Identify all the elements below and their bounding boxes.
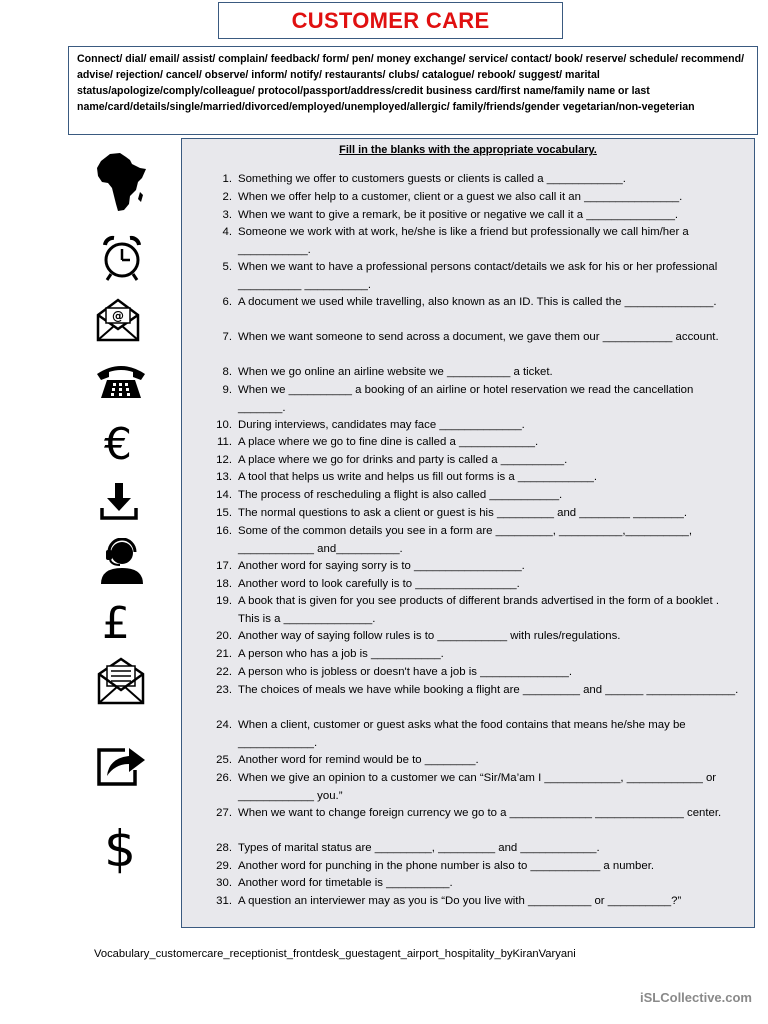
question-text: When we go online an airline website we __________ a ticket. (238, 366, 553, 378)
question-number: 1. (222, 173, 232, 185)
pound-icon (100, 598, 134, 646)
question-text: When a client, customer or guest asks what the food contains that means he/she may be ____________. (238, 719, 686, 749)
question-number: 8. (222, 366, 232, 378)
question-number: 15. (216, 507, 232, 519)
question-number: 25. (216, 754, 232, 766)
question-text: When we __________ a booking of an airline or hotel reservation we read the cancellation _______. (238, 384, 694, 414)
exercise-panel (181, 138, 755, 928)
question-text: When we want to change foreign currency we go to a _____________ ______________ center. (238, 807, 722, 819)
customer-support-icon (98, 538, 146, 586)
question-text: A tool that helps us write and helps us fill out forms is a ____________. (238, 471, 598, 483)
africa-map-icon (96, 152, 148, 214)
svg-text:£: £ (102, 598, 130, 646)
question-number: 19. (216, 595, 232, 607)
page-title: CUSTOMER CARE (291, 7, 490, 33)
question-number: 27. (216, 807, 232, 819)
question-text: The process of rescheduling a flight is also called ___________. (238, 489, 563, 501)
question-number: 30. (216, 877, 232, 889)
question-text: Some of the common details you see in a form are _________, __________,__________, ____________ and__________. (238, 525, 693, 555)
question-text: During interviews, candidates may face _____________. (238, 419, 525, 431)
question-number: 7. (222, 331, 232, 343)
question-text: A place where we go to fine dine is called a ____________. (238, 436, 539, 448)
question-text: When we want someone to send across a document, we gave them our ___________ account. (238, 331, 719, 343)
email-envelope-icon (95, 297, 141, 343)
question-number: 2. (222, 191, 232, 203)
brand-watermark: iSLCollective.com (640, 990, 752, 1005)
svg-text:€: € (104, 419, 132, 467)
question-number: 14. (216, 489, 232, 501)
question-text: The normal questions to ask a client or guest is his _________ and ________ ________. (238, 507, 687, 519)
svg-text:$: $ (104, 820, 136, 876)
title-box (218, 2, 563, 39)
question-number: 28. (216, 842, 232, 854)
envelope-letter-icon (96, 656, 146, 706)
question-text: When we give an opinion to a customer we can “Sir/Ma’am I ____________, ____________ or ____________ you.” (238, 772, 717, 802)
question-number: 26. (216, 772, 232, 784)
question-text: A place where we go for drinks and party is called a __________. (238, 454, 568, 466)
question-number: 20. (216, 630, 232, 642)
question-text: The choices of meals we have while booking a flight are _________ and ______ ______________. (238, 684, 739, 696)
question-text: A book that is given for you see products of different brands advertised in the form of a booklet . This is a ______________. (238, 595, 720, 625)
question-text: A person who is jobless or doesn't have a job is ______________. (238, 666, 573, 678)
question-number: 13. (216, 471, 232, 483)
vocabulary-box (68, 46, 758, 135)
question-number: 16. (216, 525, 232, 537)
question-number: 4. (222, 226, 232, 238)
question-text: Another word for timetable is __________. (238, 877, 453, 889)
question-number: 24. (216, 719, 232, 731)
question-text: When we want to give a remark, be it positive or negative we call it a ______________. (238, 209, 679, 221)
question-text: When we want to have a professional persons contact/details we ask for his or her professional __________ __________. (238, 261, 718, 291)
question-number: 31. (216, 895, 232, 907)
dollar-icon (104, 818, 138, 876)
question-number: 9. (222, 384, 232, 396)
question-text: A document we used while travelling, also known as an ID. This is called the ______________. (238, 296, 717, 308)
download-icon (99, 481, 139, 521)
question-number: 29. (216, 860, 232, 872)
footer-credit: Vocabulary_customercare_receptionist_frontdesk_guestagent_airport_hospitality_byKiranVaryani (94, 948, 576, 960)
question-text: Types of marital status are _________, _________ and ____________. (238, 842, 600, 854)
question-number: 5. (222, 261, 232, 273)
question-text: Another word for punching in the phone number is also to ___________ a number. (238, 860, 655, 872)
question-text: A question an interviewer may as you is “Do you live with __________ or __________?” (238, 895, 682, 907)
telephone-icon (95, 362, 147, 400)
question-text: Something we offer to customers guests or clients is called a ____________. (238, 173, 626, 185)
question-text: A person who has a job is ___________. (238, 648, 444, 660)
alarm-clock-icon (98, 234, 146, 282)
question-text: Another word for saying sorry is to _________________. (238, 560, 525, 572)
question-text: Another word for remind would be to ________. (238, 754, 479, 766)
question-number: 11. (217, 436, 232, 448)
question-text: Another word to look carefully is to ________________. (238, 578, 520, 590)
svg-text:@: @ (112, 309, 124, 323)
question-number: 10. (216, 419, 232, 431)
question-text: Someone we work with at work, he/she is like a friend but professionally we call him/her a ___________. (238, 226, 689, 256)
question-number: 17. (216, 560, 232, 572)
vocabulary-list: Connect/ dial/ email/ assist/ complain/ feedback/ form/ pen/ money exchange/ service/ contact/ book/ reserve/ schedule/ recommend/ advise/ rejection/ cancel/ observe/ inform/ notify/ restaurants/ clubs/ catalogue/ rebook/ suggest/ marital status/apologize/comply/colleague/ protocol/passport/address/credit business card/first name/family name or last name/card/details/single/married/divorced/employed/unemployed/allergic/ family/friends/gender vegetarian/non-vegeterian (77, 53, 745, 113)
euro-icon (100, 419, 140, 467)
question-text: When we offer help to a customer, client or a guest we also call it an _______________. (238, 191, 683, 203)
question-number: 22. (216, 666, 232, 678)
share-icon (95, 740, 149, 788)
question-number: 12. (216, 454, 232, 466)
question-number: 6. (222, 296, 232, 308)
question-number: 3. (222, 209, 232, 221)
question-number: 23. (216, 684, 232, 696)
question-number: 18. (216, 578, 232, 590)
question-text: Another way of saying follow rules is to ___________ with rules/regulations. (238, 630, 621, 642)
question-number: 21. (216, 648, 232, 660)
instructions: Fill in the blanks with the appropriate vocabulary. (339, 144, 597, 156)
